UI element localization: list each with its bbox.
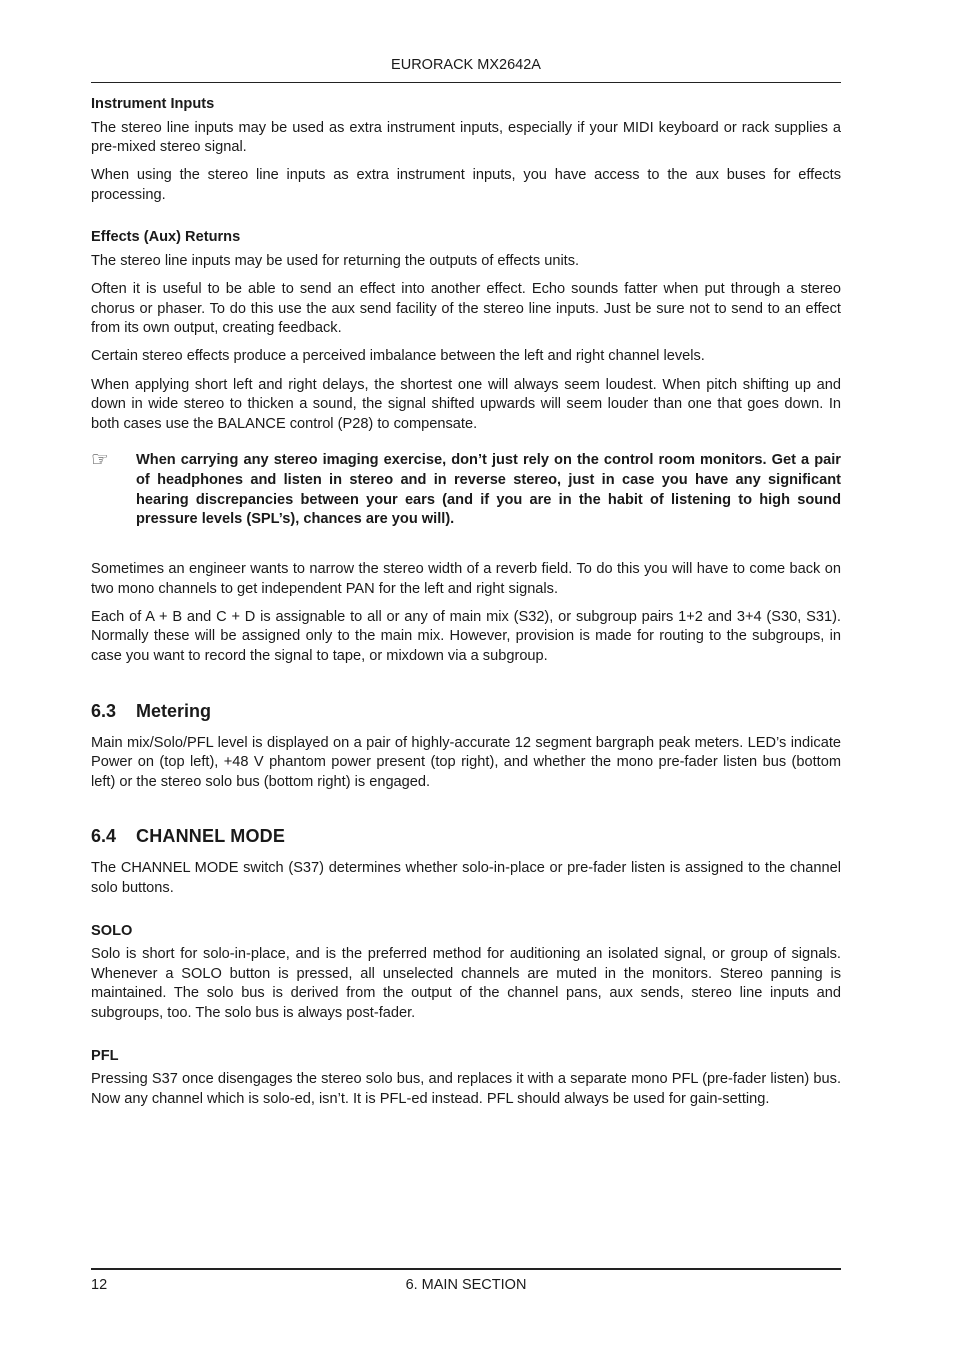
pointing-hand-icon: ☞ (91, 449, 109, 472)
instrument-inputs-paragraph-2: When using the stereo line inputs as extra instrument inputs, you have access to the aux buses for effects processing. (91, 167, 841, 203)
section-label: CHANNEL MODE (136, 826, 286, 847)
header-rule (91, 82, 841, 83)
stereo-imaging-note (91, 451, 841, 538)
pfl-paragraph: Pressing S37 once disengages the stereo solo bus, and replaces it with a separate mono PFL (pre-fader listen) bus. Now any channel which is solo-ed, isn’t. It is PFL-ed instead. PFL should always be used for gain-setting. (91, 1071, 841, 1107)
section-number: 6.4 (91, 826, 117, 847)
page-number: 12 (91, 1277, 108, 1293)
note-text: When carrying any stereo imaging exercise, don’t just rely on the control room monitors. Get a pair of headphones and listen in stereo and in reverse stereo, just in case you have any significant hearing discrepancies between your ears (and if you are in the habit of listening to high sound pressure levels (SPL’s), chances are you will). (136, 452, 841, 528)
footer-rule (91, 1268, 841, 1270)
metering-paragraph: Main mix/Solo/PFL level is displayed on a pair of highly-accurate 12 segment bargraph peak meters. LED’s indicate Power on (top left), +48 V phantom power present (top right), and whether the mono pre-fader listen bus (bottom left) or the stereo solo bus (bottom right) is engaged. (91, 734, 841, 790)
channel-mode-paragraph: The CHANNEL MODE switch (S37) determines whether solo-in-place or pre-fader listen is assigned to the channel solo buttons. (91, 860, 841, 897)
section-label: Metering (136, 700, 212, 721)
effects-returns-heading: Effects (Aux) Returns (91, 229, 241, 246)
metering-section-title (91, 700, 841, 722)
page-header-title: EURORACK MX2642A (391, 57, 541, 73)
solo-heading: SOLO (91, 922, 133, 939)
solo-paragraph: Solo is short for solo-in-place, and is the preferred method for auditioning an isolated signal, or group of signals. Whenever a SOLO button is pressed, all unselected channels are muted in the monitors. Stereo panning is maintained. The solo bus is derived from the output of the channel pans, aux sends, stereo line inputs and subgroups, too. The solo bus is always post-fader. (91, 946, 841, 1021)
effects-returns-paragraph-1: The stereo line inputs may be used for returning the outputs of effects units. (91, 253, 580, 270)
effects-returns-paragraph-4: When applying short left and right delays, the shortest one will always seem loudest. When pitch shifting up and down in wide stereo to thicken a sound, the signal shifted upwards will seem louder than one that goes down. In both cases use the BALANCE control (P28) to compensate. (91, 376, 841, 432)
instrument-inputs-heading: Instrument Inputs (91, 96, 215, 112)
footer-section-title: 6. MAIN SECTION (405, 1277, 527, 1293)
instrument-inputs-paragraph-1: The stereo line inputs may be used as extra instrument inputs, especially if your MIDI keyboard or rack supplies a pre-mixed stereo signal. (91, 119, 841, 156)
pfl-heading: PFL (91, 1047, 119, 1064)
stereo-width-paragraph-2: Each of A + B and C + D is assignable to all or any of main mix (S32), or subgroup pairs 1+2 and 3+4 (S30, S31). Normally these will be assigned only to the main mix. However, provision is made for routing to the subgroups, in case you want to record the signal to tape, or mixdown via a subgroup. (91, 608, 841, 665)
stereo-width-paragraph-1: Sometimes an engineer wants to narrow the stereo width of a reverb field. To do this you will have to come back on two mono channels to get independent PAN for the left and right signals. (91, 561, 841, 597)
channel-mode-section-title (91, 825, 841, 847)
page-content (91, 95, 841, 1118)
section-number: 6.3 (91, 700, 117, 721)
effects-returns-paragraph-3: Certain stereo effects produce a perceived imbalance between the left and right channel levels. (91, 348, 705, 365)
effects-returns-paragraph-2: Often it is useful to be able to send an effect into another effect. Echo sounds fatter when put through a stereo chorus or phaser. To do this use the aux send facility of the stereo line inputs. Just be sure not to send to an effect from its own output, creating feedback. (91, 281, 841, 337)
